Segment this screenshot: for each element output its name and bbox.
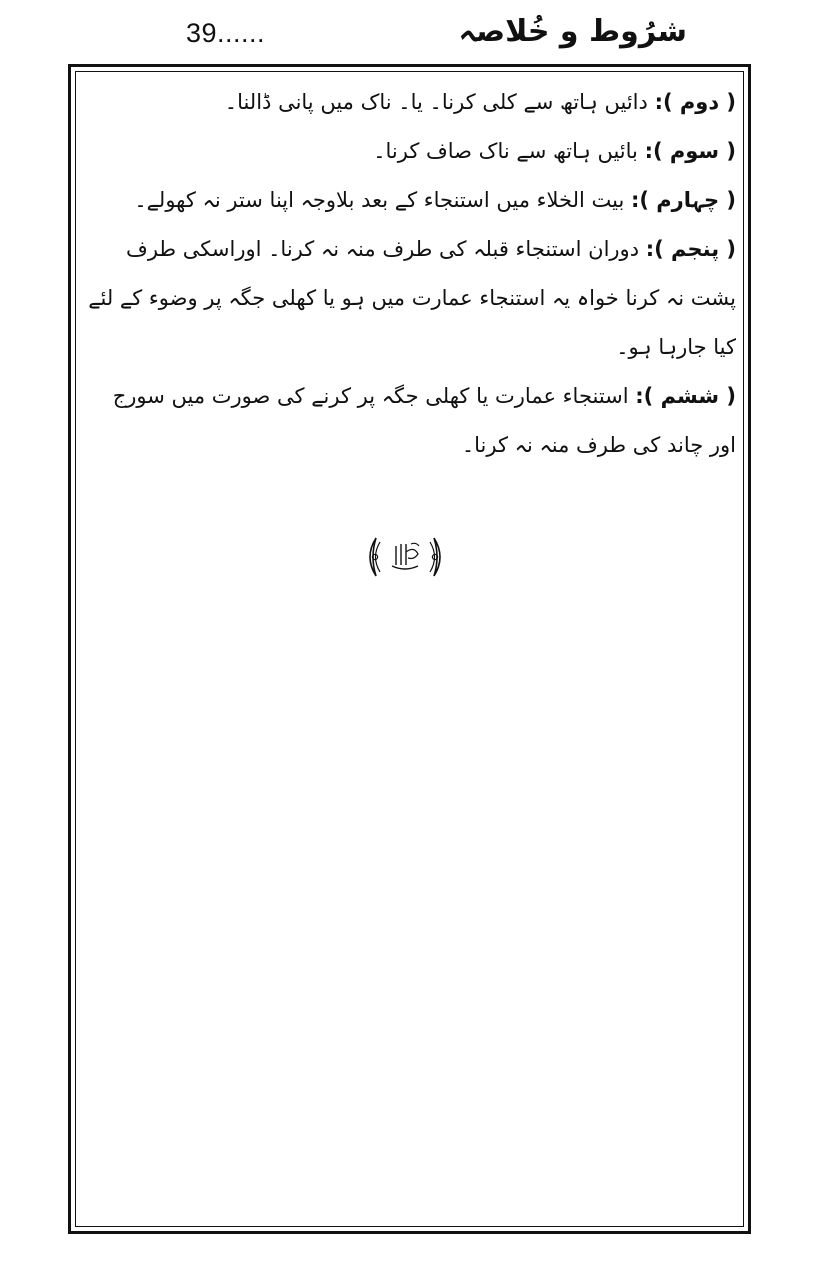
paragraph-som — [86, 127, 736, 176]
paragraph-shashum — [86, 372, 736, 470]
paragraph-dom — [86, 78, 736, 127]
paragraph-text: استنجاء عمارت یا کھلی جگہ پر کرنے کی صورت میں سورج اور چاند کی طرف منہ نہ کرنا۔ — [112, 384, 736, 457]
paragraph-text: دوران استنجاء قبلہ کی طرف منہ نہ کرنا۔ اوراسکی طرف پشت نہ کرنا خواہ یہ استنجاء عمارت میں ہو یا کھلی جگہ پر وضوء کے لئے کیا جارہا ہو۔ — [88, 237, 736, 359]
paragraph-label: ( پنجم ): — [645, 237, 736, 261]
paragraph-label: ( سوم ): — [644, 139, 736, 163]
paragraph-chaharum — [86, 176, 736, 225]
page-header — [0, 0, 825, 64]
paragraph-text: دائیں ہاتھ سے کلی کرنا۔ یا۔ ناک میں پانی ڈالنا۔ — [224, 90, 655, 114]
book-title: شرُوط و خُلاصہ — [458, 14, 687, 49]
paragraph-label: ( ششم ): — [635, 384, 736, 408]
page-number: 39...... — [186, 18, 266, 48]
calligraphy-ornament-icon — [362, 532, 448, 582]
paragraph-label: ( چہارم ): — [630, 188, 736, 212]
page-body — [86, 78, 736, 470]
paragraph-label: ( دوم ): — [654, 90, 736, 114]
paragraph-text: بائیں ہاتھ سے ناک صاف کرنا۔ — [373, 139, 645, 163]
paragraph-panjum — [86, 225, 736, 372]
paragraph-text: بیت الخلاء میں استنجاء کے بعد بلاوجہ اپنا ستر نہ کھولے۔ — [134, 188, 631, 212]
